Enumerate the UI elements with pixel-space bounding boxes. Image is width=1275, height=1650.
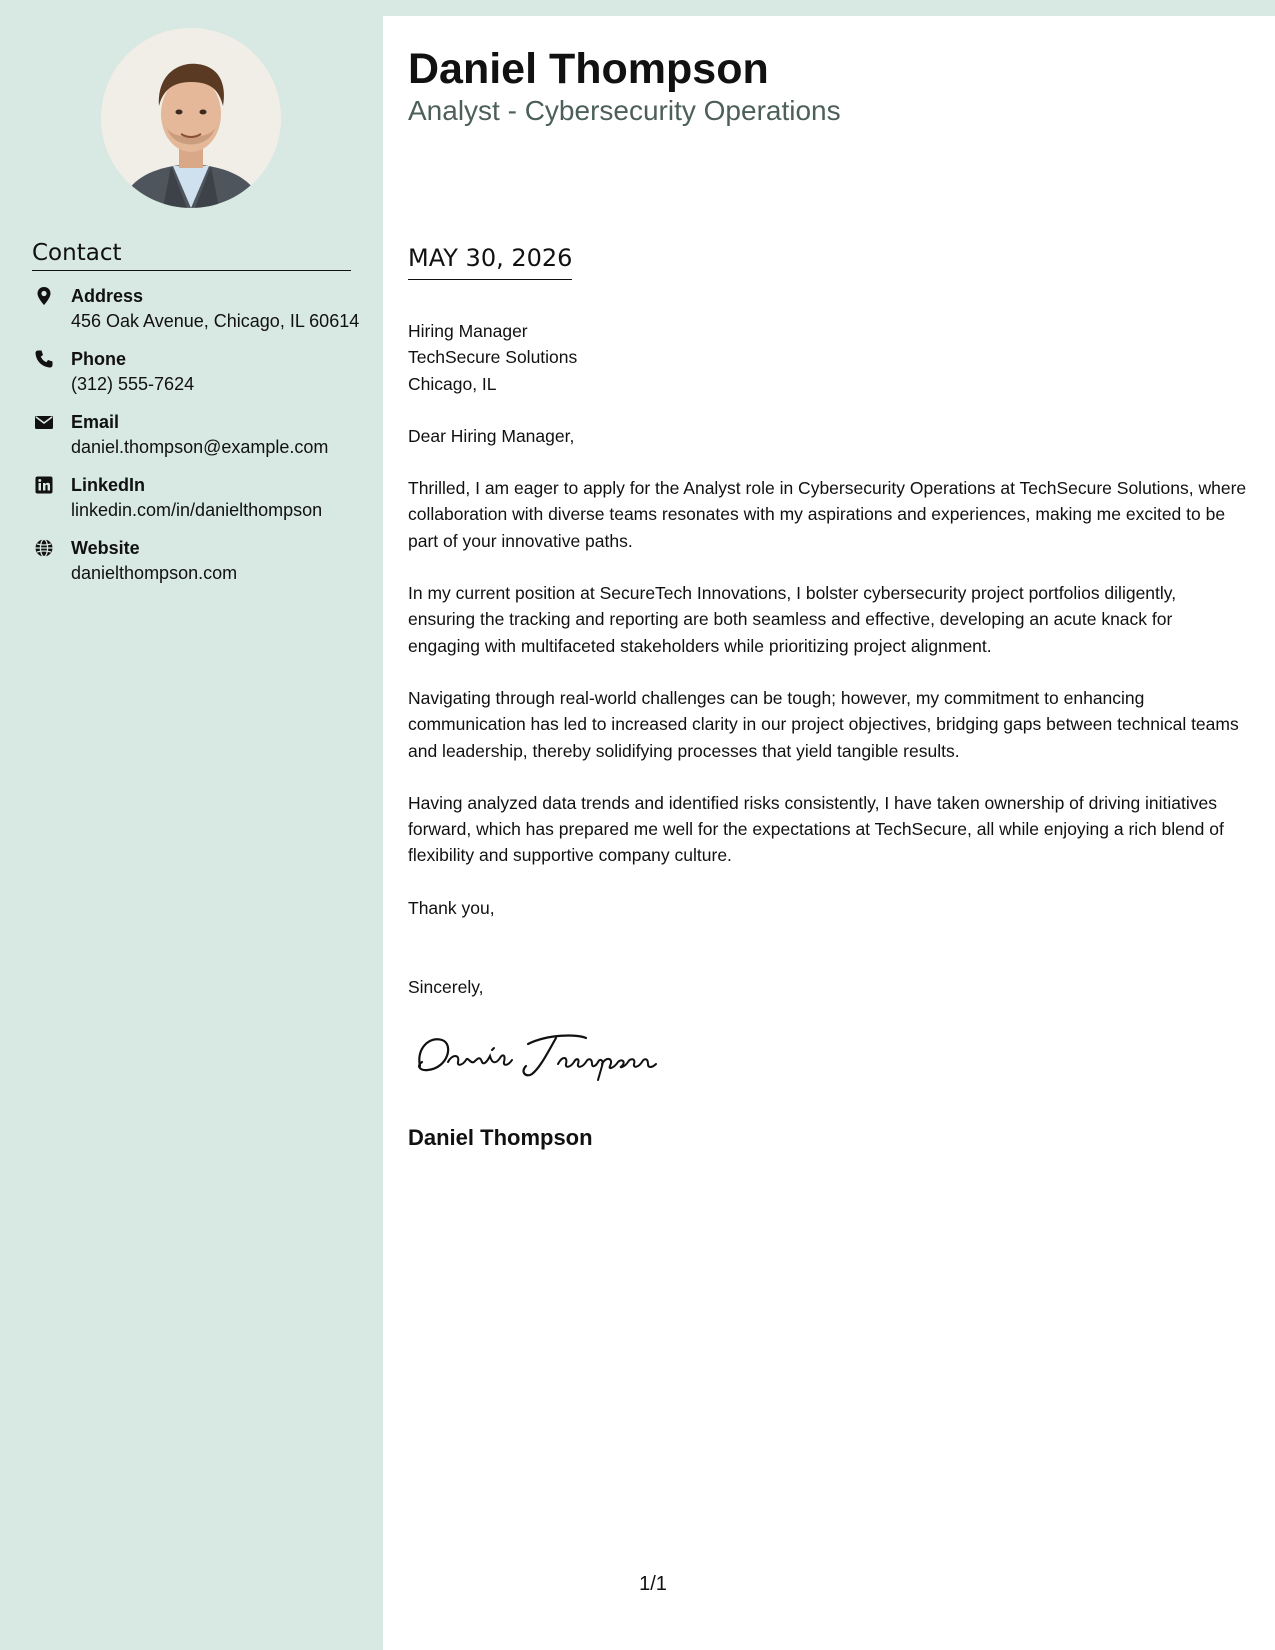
body-paragraph: Having analyzed data trends and identified risks consistently, I have taken ownership of driving initiatives forward, which has prepared me well for the expectations at TechSecure, all while enjoying a rich blend of flexibility and supportive company culture. bbox=[408, 792, 1224, 866]
map-pin-icon bbox=[34, 286, 54, 306]
applicant-name: Daniel Thompson bbox=[408, 45, 769, 93]
contact-label: Phone bbox=[71, 349, 127, 369]
linkedin-icon bbox=[34, 475, 54, 495]
greeting: Dear Hiring Manager, bbox=[408, 425, 575, 446]
linkedin-value: linkedin.com/in/danielthompson bbox=[71, 500, 323, 520]
signer-name: Daniel Thompson bbox=[408, 1125, 593, 1150]
website-value: danielthompson.com bbox=[71, 563, 238, 583]
contact-label: LinkedIn bbox=[71, 475, 146, 495]
contact-label: Email bbox=[71, 412, 120, 432]
contact-item-linkedin bbox=[32, 473, 372, 523]
phone-icon bbox=[34, 349, 54, 369]
applicant-title: Analyst - Cybersecurity Operations bbox=[408, 95, 841, 126]
contact-item-phone bbox=[32, 347, 372, 397]
profile-photo bbox=[101, 28, 281, 208]
letter-date: MAY 30, 2026 bbox=[408, 243, 572, 280]
body-paragraph: Thrilled, I am eager to apply for the Analyst role in Cybersecurity Operations at TechSecure Solutions, where collaboration with diverse teams resonates with my aspirations and experiences, making me excited to be part of your innovative paths. bbox=[408, 478, 1247, 551]
letter-body bbox=[408, 318, 1248, 1000]
globe-icon bbox=[34, 538, 54, 558]
thanks-line: Thank you, bbox=[408, 897, 495, 918]
handwritten-signature bbox=[408, 1026, 678, 1086]
contact-label: Address bbox=[71, 286, 144, 306]
body-paragraph: In my current position at SecureTech Innovations, I bolster cybersecurity project portfolios diligently, ensuring the tracking and reporting are both seamless and effective, developing an acute knack for engaging with multifaceted stakeholders while prioritizing project alignment. bbox=[408, 583, 1177, 656]
recipient-line: Hiring Manager bbox=[408, 321, 528, 341]
email-value: daniel.thompson@example.com bbox=[71, 437, 329, 457]
sidebar bbox=[0, 0, 383, 1650]
contact-item-website bbox=[32, 536, 372, 586]
recipient-line: TechSecure Solutions bbox=[408, 347, 578, 368]
body-paragraph: Navigating through real-world challenges can be tough; however, my commitment to enhancing communication has led to increased clarity in our project objectives, bridging gaps between technical teams and leadership, thereby solidifying processes that yield tangible results. bbox=[408, 687, 1239, 761]
avatar-illustration bbox=[101, 28, 281, 208]
contact-list bbox=[32, 284, 372, 599]
envelope-icon bbox=[34, 412, 54, 432]
phone-value: (312) 555-7624 bbox=[71, 374, 195, 394]
contact-item-address bbox=[32, 284, 372, 334]
address-value: 456 Oak Avenue, Chicago, IL 60614 bbox=[71, 311, 360, 331]
contact-heading: Contact bbox=[32, 240, 351, 271]
letter-page bbox=[383, 16, 1275, 1650]
recipient-block bbox=[408, 318, 1248, 397]
page-number: 1/1 bbox=[639, 1573, 667, 1595]
contact-label: Website bbox=[71, 538, 140, 558]
recipient-line: Chicago, IL bbox=[408, 373, 497, 394]
closing-line: Sincerely, bbox=[408, 977, 484, 998]
contact-item-email bbox=[32, 410, 372, 460]
